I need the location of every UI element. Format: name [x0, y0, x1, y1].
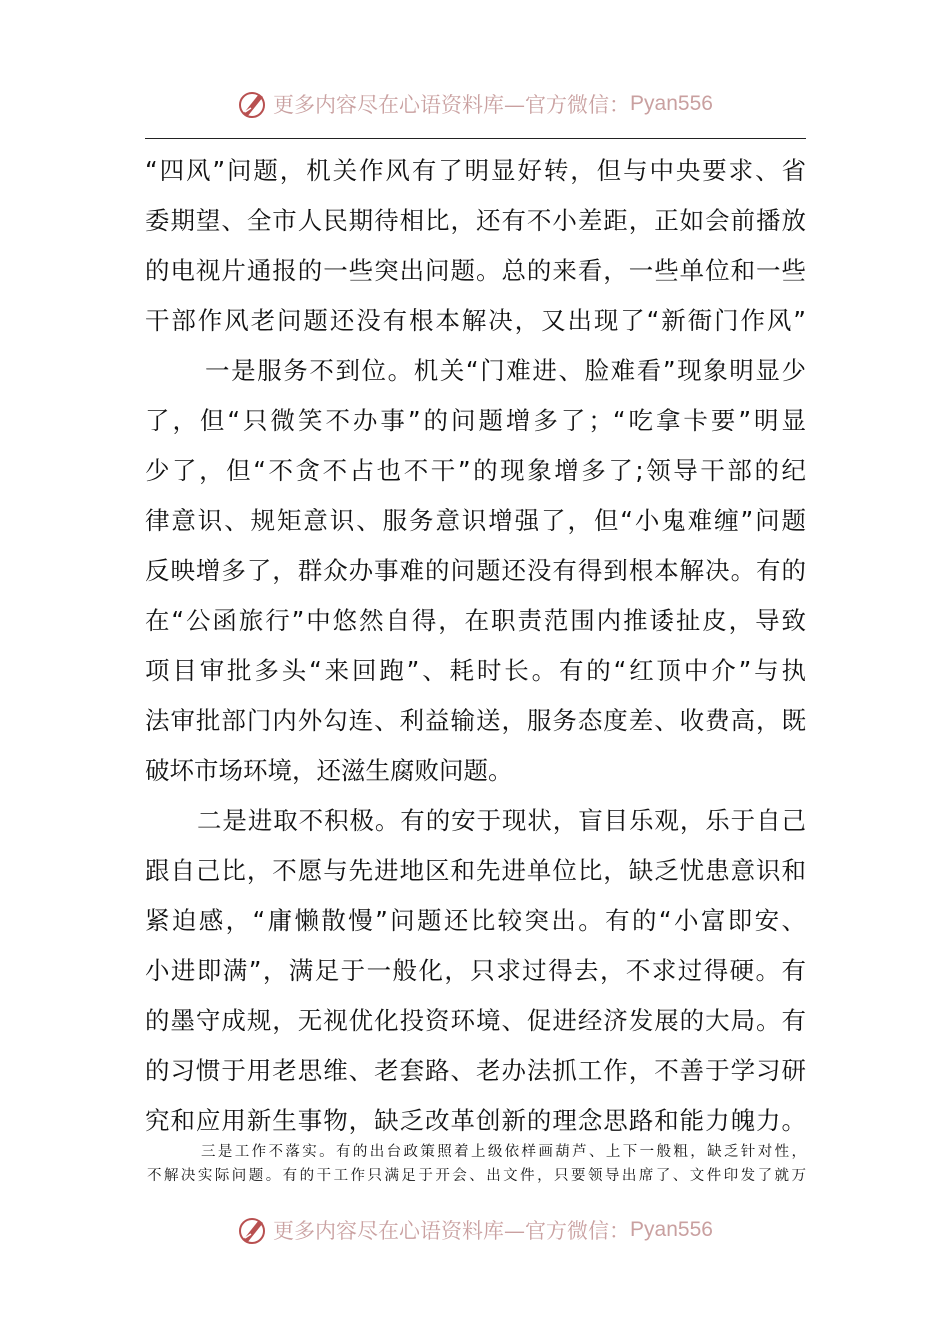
small-print-paragraph: [147, 1140, 806, 1188]
body-line: 项目审批多头“来回跑”、耗时长。有的“红顶中介”与执: [145, 656, 806, 685]
body-line: 跟自己比，不愿与先进地区和先进单位比，缺乏忧患意识和: [145, 856, 806, 885]
body-line: 的电视片通报的一些突出问题。总的来看，一些单位和一些: [145, 256, 806, 285]
body-line: 的习惯于用老思维、老套路、老办法抓工作，不善于学习研: [145, 1056, 806, 1085]
body-line: 了，但“只微笑不办事”的问题增多了；“吃拿卡要”明显: [145, 406, 806, 435]
header-banner: [0, 84, 950, 124]
body-line: 究和应用新生事物，缺乏改革创新的理念思路和能力魄力。: [145, 1106, 806, 1135]
body-line: 小进即满”，满足于一般化，只求过得去，不求过得硬。有: [145, 956, 806, 985]
body-line: “四风”问题，机关作风有了明显好转，但与中央要求、省: [145, 156, 806, 185]
footer-banner: [0, 1210, 950, 1250]
body-line: 二是进取不积极。有的安于现状，盲目乐观，乐于自己: [197, 806, 806, 835]
pen-logo-icon: [237, 88, 269, 120]
document-body: [145, 146, 806, 1146]
footer-wechat-id: Pyan556: [630, 1218, 713, 1241]
pen-logo-icon: [237, 1214, 269, 1246]
header-divider: [145, 138, 806, 139]
body-line: 法审批部门内外勾连、利益输送，服务态度差、收费高，既: [145, 706, 806, 735]
header-banner-text: 更多内容尽在心语资料库—官方微信：: [273, 93, 631, 117]
header-wechat-id: Pyan556: [630, 92, 713, 115]
body-line: 委期望、全市人民期待相比，还有不小差距，正如会前播放: [145, 206, 806, 235]
footer-banner-text: 更多内容尽在心语资料库—官方微信：: [273, 1219, 631, 1243]
body-line: 紧迫感，“庸懒散慢”问题还比较突出。有的“小富即安、: [145, 906, 806, 935]
body-line: 律意识、规矩意识、服务意识增强了，但“小鬼难缠”问题: [145, 506, 806, 535]
small-print-line: 不解决实际问题。有的干工作只满足于开会、出文件，只要领导出席了、文件印发了就万: [147, 1168, 806, 1184]
body-line: 干部作风老问题还没有根本解决，又出现了“新衙门作风”: [145, 306, 806, 335]
body-line: 少了，但“不贪不占也不干”的现象增多了;领导干部的纪: [145, 456, 806, 485]
small-print-line: 三是工作不落实。有的出台政策照着上级依样画葫芦、上下一般粗，缺乏针对性，: [201, 1144, 806, 1160]
body-line: 破坏市场环境，还滋生腐败问题。: [145, 756, 513, 785]
body-line: 一是服务不到位。机关“门难进、脸难看”现象明显少: [205, 356, 806, 385]
body-line: 在“公函旅行”中悠然自得，在职责范围内推诿扯皮，导致: [145, 606, 806, 635]
body-line: 的墨守成规，无视优化投资环境、促进经济发展的大局。有: [145, 1006, 806, 1035]
body-line: 反映增多了，群众办事难的问题还没有得到根本解决。有的: [145, 556, 806, 585]
